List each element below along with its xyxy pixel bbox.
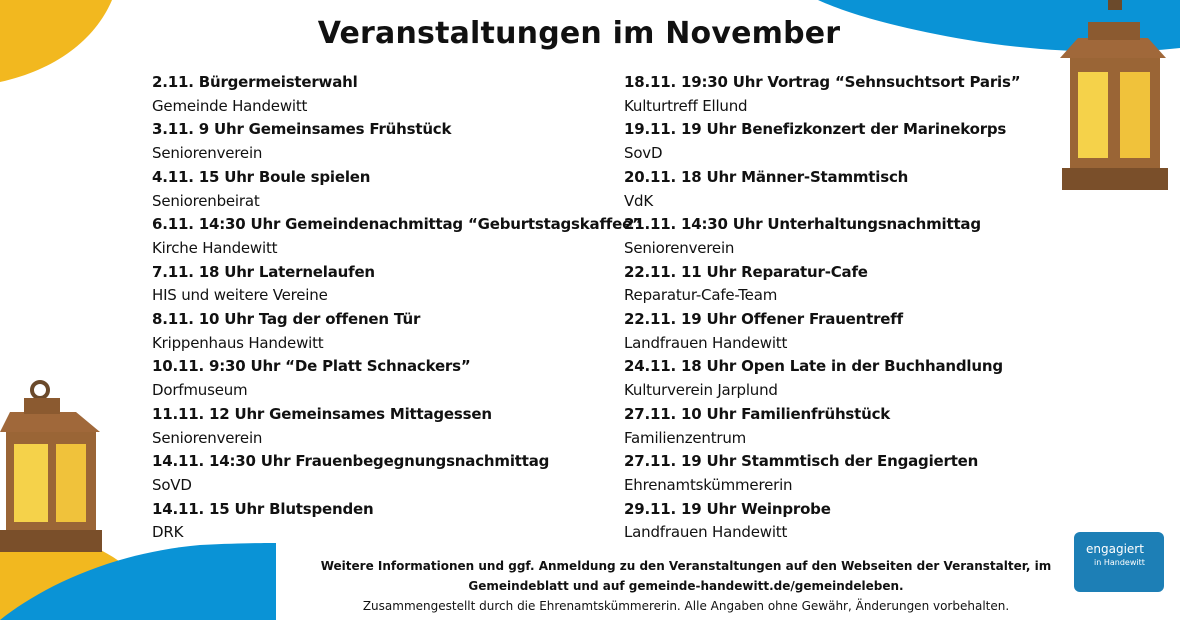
event-organizer: Reparatur-Cafe-Team [624, 286, 778, 305]
event-item [152, 71, 622, 118]
event-organizer: SoVD [152, 475, 192, 494]
event-title: 14.11. 15 Uhr Blutspenden [152, 499, 374, 518]
event-item [624, 403, 1044, 450]
event-item [152, 498, 622, 545]
event-title: 22.11. 19 Uhr Offener Frauentreff [624, 310, 903, 329]
event-item [152, 118, 622, 165]
event-organizer: DRK [152, 523, 184, 542]
logo-subtext: in Handewitt [1094, 558, 1145, 567]
event-title: 27.11. 19 Uhr Stammtisch der Engagierten [624, 452, 979, 471]
event-item [624, 261, 1044, 308]
footer-line-3: Zusammengestellt durch die Ehrenamtskümmererin. Alle Angaben ohne Gewähr, Änderungen vorbehalten. [362, 599, 1010, 613]
event-title: 24.11. 18 Uhr Open Late in der Buchhandlung [624, 357, 1003, 376]
event-title: 14.11. 14:30 Uhr Frauenbegegnungsnachmittag [152, 452, 550, 471]
event-title: 2.11. Bürgermeisterwahl [152, 73, 358, 91]
event-item [624, 118, 1044, 165]
event-title: 11.11. 12 Uhr Gemeinsames Mittagessen [152, 404, 492, 423]
event-item [624, 213, 1044, 260]
event-organizer: Kulturverein Jarplund [624, 381, 778, 400]
event-organizer: Landfrauen Handewitt [624, 333, 788, 352]
logo-text: engagiert [1086, 542, 1144, 556]
event-title: 21.11. 14:30 Uhr Unterhaltungsnachmittag [624, 215, 981, 234]
events-right-column [624, 71, 1044, 545]
event-organizer: Seniorenverein [624, 238, 735, 257]
event-item [152, 450, 622, 497]
event-item [152, 355, 622, 402]
event-title: 29.11. 19 Uhr Weinprobe [624, 499, 831, 518]
event-title: 27.11. 10 Uhr Familienfrühstück [624, 404, 891, 423]
event-item [624, 71, 1044, 118]
event-title: 10.11. 9:30 Uhr “De Platt Schnackers” [152, 357, 471, 376]
event-title: 6.11. 14:30 Uhr Gemeindenachmittag “Geburtstagskaffee” [152, 215, 642, 234]
event-title: 7.11. 18 Uhr Laternelaufen [152, 262, 375, 281]
event-organizer: HIS und weitere Vereine [152, 286, 328, 305]
event-title: 20.11. 18 Uhr Männer-Stammtisch [624, 167, 909, 186]
event-item [152, 308, 622, 355]
event-organizer: Kulturtreff Ellund [624, 96, 748, 115]
event-organizer: Seniorenverein [152, 144, 263, 163]
event-organizer: Seniorenverein [152, 428, 263, 447]
event-title: 4.11. 15 Uhr Boule spielen [152, 167, 371, 186]
footer-note [300, 556, 1072, 616]
event-organizer: Familienzentrum [624, 428, 747, 447]
event-title: 19.11. 19 Uhr Benefizkonzert der Marinekorps [624, 120, 1007, 139]
event-item [624, 450, 1044, 497]
event-organizer: Dorfmuseum [152, 381, 248, 400]
event-organizer: VdK [624, 191, 654, 210]
event-title: 22.11. 11 Uhr Reparatur-Cafe [624, 262, 868, 281]
event-item [152, 261, 622, 308]
event-organizer: Ehrenamtskümmererin [624, 475, 793, 494]
page-title: Veranstaltungen im November [317, 16, 841, 51]
event-item [624, 308, 1044, 355]
event-organizer: Gemeinde Handewitt [152, 96, 308, 115]
event-item [624, 498, 1044, 545]
event-organizer: Landfrauen Handewitt [624, 523, 788, 542]
event-organizer: SovD [624, 144, 663, 163]
event-title: 8.11. 10 Uhr Tag der offenen Tür [152, 310, 421, 329]
footer-line-2: Gemeindeblatt und auf gemeinde-handewitt.de/gemeindeleben. [468, 579, 904, 593]
lantern-illustration [0, 380, 108, 555]
engagiert-logo [1074, 532, 1164, 592]
event-title: 18.11. 19:30 Uhr Vortrag “Sehnsuchtsort Paris” [624, 73, 1021, 91]
event-title: 3.11. 9 Uhr Gemeinsames Frühstück [152, 120, 452, 139]
event-organizer: Krippenhaus Handewitt [152, 333, 324, 352]
event-item [624, 166, 1044, 213]
event-item [152, 166, 622, 213]
event-item [152, 403, 622, 450]
event-organizer: Seniorenbeirat [152, 191, 260, 210]
event-item [152, 213, 642, 260]
footer-line-1: Weitere Informationen und ggf. Anmeldung zu den Veranstaltungen auf den Webseiten der Veranstalter, im [320, 559, 1052, 573]
event-organizer: Kirche Handewitt [152, 238, 278, 257]
event-item [624, 355, 1044, 402]
